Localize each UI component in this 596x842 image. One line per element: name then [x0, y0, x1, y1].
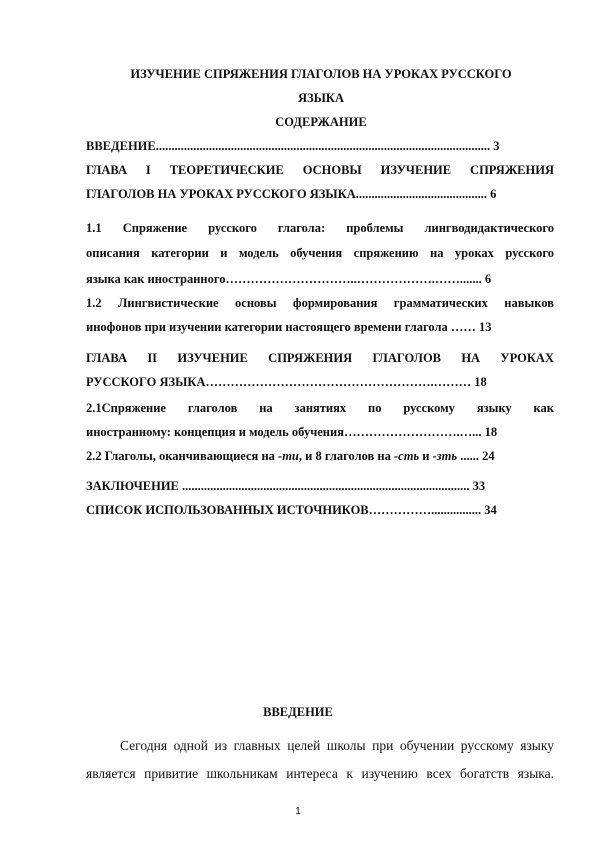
toc-entry-introduction: ВВЕДЕНИЕ........................................................................................................... 3 — [86, 139, 500, 153]
toc-entry-chapter-1-line-1: ГЛАВА I ТЕОРЕТИЧЕСКИЕ ОСНОВЫ ИЗУЧЕНИЕ СПРЯЖЕНИЯ — [86, 163, 554, 177]
page-number: 1 — [295, 806, 301, 817]
toc-entry-section-1-1-line-2: описания категории и модель обучения спряжению на уроках русского — [86, 246, 554, 260]
toc-entry-section-1-1-line-1: 1.1 Спряжение русского глагола: проблемы лингводидактического — [86, 221, 554, 235]
toc-entry-section-2-2-page: ...... 24 — [457, 449, 495, 463]
toc-entry-section-1-2-line-1: 1.2 Лингвистические основы формирования грамматических навыков — [86, 296, 554, 310]
toc-entry-section-2-2-suffix-st: -сть — [394, 449, 420, 463]
toc-entry-chapter-1-line-2: ГЛАГОЛОВ НА УРОКАХ РУССКОГО ЯЗЫКА.......................................... 6 — [86, 187, 497, 201]
toc-entry-chapter-2-line-2: РУССКОГО ЯЗЫКА……………………………………………….……… 18 — [86, 375, 487, 389]
toc-entry-section-2-2-text-c: , и 8 глаголов на — [298, 449, 394, 463]
document-title-line-1: ИЗУЧЕНИЕ СПРЯЖЕНИЯ ГЛАГОЛОВ НА УРОКАХ РУССКОГО — [130, 67, 512, 81]
toc-entry-section-2-1-line-1: 2.1Спряжение глаголов на занятиях по русскому языку как — [86, 401, 554, 415]
toc-entry-section-2-2-text-a: 2.2 Глаголы, оканчивающиеся на — [86, 449, 279, 463]
toc-entry-section-2-2-text-e: и — [419, 449, 433, 463]
introduction-heading: ВВЕДЕНИЕ — [263, 705, 333, 719]
toc-entry-section-2-2-suffix-zt: -зть — [432, 449, 458, 463]
toc-entry-section-1-1-line-3: языка как иностранного…………………………..……………….……....... 6 — [86, 272, 492, 286]
introduction-paragraph-line-1: Сегодня одной из главных целей школы при обучении русскому языку — [120, 738, 554, 753]
toc-entry-chapter-2-line-1: ГЛАВА II ИЗУЧЕНИЕ СПРЯЖЕНИЯ ГЛАГОЛОВ НА УРОКАХ — [86, 351, 554, 365]
toc-entry-section-2-2 — [86, 444, 554, 468]
toc-entry-section-2-1-line-2: иностранному: концепция и модель обучения……………………….…... 18 — [86, 425, 498, 439]
introduction-paragraph-line-2: является привитие школьникам интереса к изучению всех богатств языка. — [86, 766, 554, 781]
toc-entry-section-1-2-line-2: инофонов при изучении категории настоящего времени глагола …… 13 — [86, 320, 492, 334]
document-title-line-2: ЯЗЫКА — [298, 91, 344, 105]
toc-entry-conclusion: ЗАКЛЮЧЕНИЕ ............................................................................................ 33 — [86, 479, 486, 493]
toc-entry-section-2-2-suffix-ti: -ти — [278, 449, 299, 463]
toc-entry-references: СПИСОК ИСПОЛЬЗОВАННЫХ ИСТОЧНИКОВ……………................ 34 — [86, 503, 497, 517]
contents-heading: СОДЕРЖАНИЕ — [275, 115, 367, 129]
